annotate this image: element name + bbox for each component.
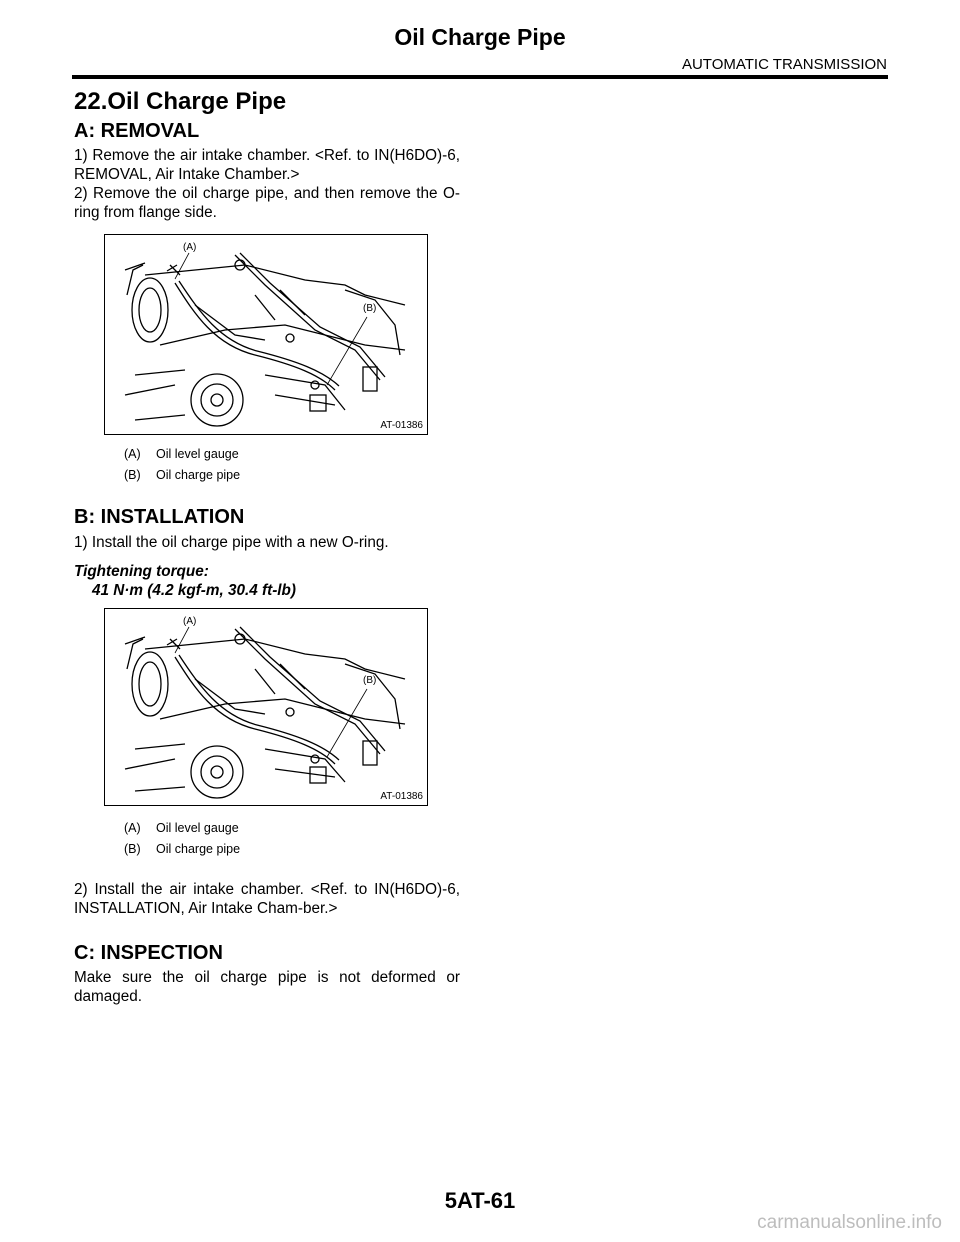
installation-figure	[104, 608, 428, 806]
legend-key: (B)	[124, 842, 141, 856]
torque-value: 41 N·m (4.2 kgf-m, 30.4 ft-lb)	[92, 582, 296, 599]
page-heading: 22.Oil Charge Pipe	[74, 88, 287, 115]
inspection-text: Make sure the oil charge pipe is not deformed or damaged.	[74, 969, 460, 1005]
callout-a: (A)	[183, 616, 197, 627]
legend-key: (A)	[124, 821, 141, 835]
legend-text: Oil charge pipe	[156, 842, 241, 856]
section-label: AUTOMATIC TRANSMISSION	[681, 56, 887, 73]
torque-label: Tightening torque:	[74, 563, 209, 580]
main-heading-block	[74, 88, 460, 116]
removal-figure-legend	[124, 444, 240, 486]
legend-text: Oil level gauge	[156, 821, 239, 835]
page-header-title: Oil Charge Pipe	[394, 24, 566, 50]
legend-key: (A)	[124, 447, 141, 461]
legend-item	[124, 444, 240, 465]
callout-b: (B)	[363, 675, 377, 686]
legend-item	[124, 839, 240, 860]
legend-text: Oil charge pipe	[156, 468, 241, 482]
inspection-heading: C: INSPECTION	[74, 942, 223, 964]
callout-b: (B)	[363, 303, 377, 314]
legend-text: Oil level gauge	[156, 447, 239, 461]
figure-id: AT-01386	[380, 791, 423, 802]
installation-step-1: 1) Install the oil charge pipe with a new O-ring.	[74, 534, 389, 551]
installation-step-2: 2) Install the air intake chamber. <Ref. to IN(H6DO)-6, INSTALLATION, Air Intake Cham-ber.>	[74, 881, 460, 917]
installation-figure-legend	[124, 818, 240, 860]
removal-section	[74, 120, 460, 222]
engine-illustration	[105, 609, 427, 805]
inspection-section	[74, 942, 460, 1006]
installation-step-2-block	[74, 880, 460, 918]
removal-figure	[104, 234, 428, 435]
header-divider	[72, 75, 888, 79]
legend-item	[124, 818, 240, 839]
figure-id: AT-01386	[380, 420, 423, 431]
watermark: carmanualsonline.info	[757, 1212, 942, 1233]
callout-a: (A)	[183, 242, 197, 253]
installation-section	[74, 506, 460, 600]
installation-heading: B: INSTALLATION	[74, 506, 245, 528]
legend-item	[124, 465, 240, 486]
removal-step-2: 2) Remove the oil charge pipe, and then remove the O-ring from flange side.	[74, 185, 460, 221]
removal-heading: A: REMOVAL	[74, 120, 200, 142]
engine-illustration	[105, 235, 427, 434]
removal-step-1: 1) Remove the air intake chamber. <Ref. to IN(H6DO)-6, REMOVAL, Air Intake Chamber.>	[74, 147, 460, 183]
legend-key: (B)	[124, 468, 141, 482]
page-number: 5AT-61	[444, 1188, 516, 1213]
